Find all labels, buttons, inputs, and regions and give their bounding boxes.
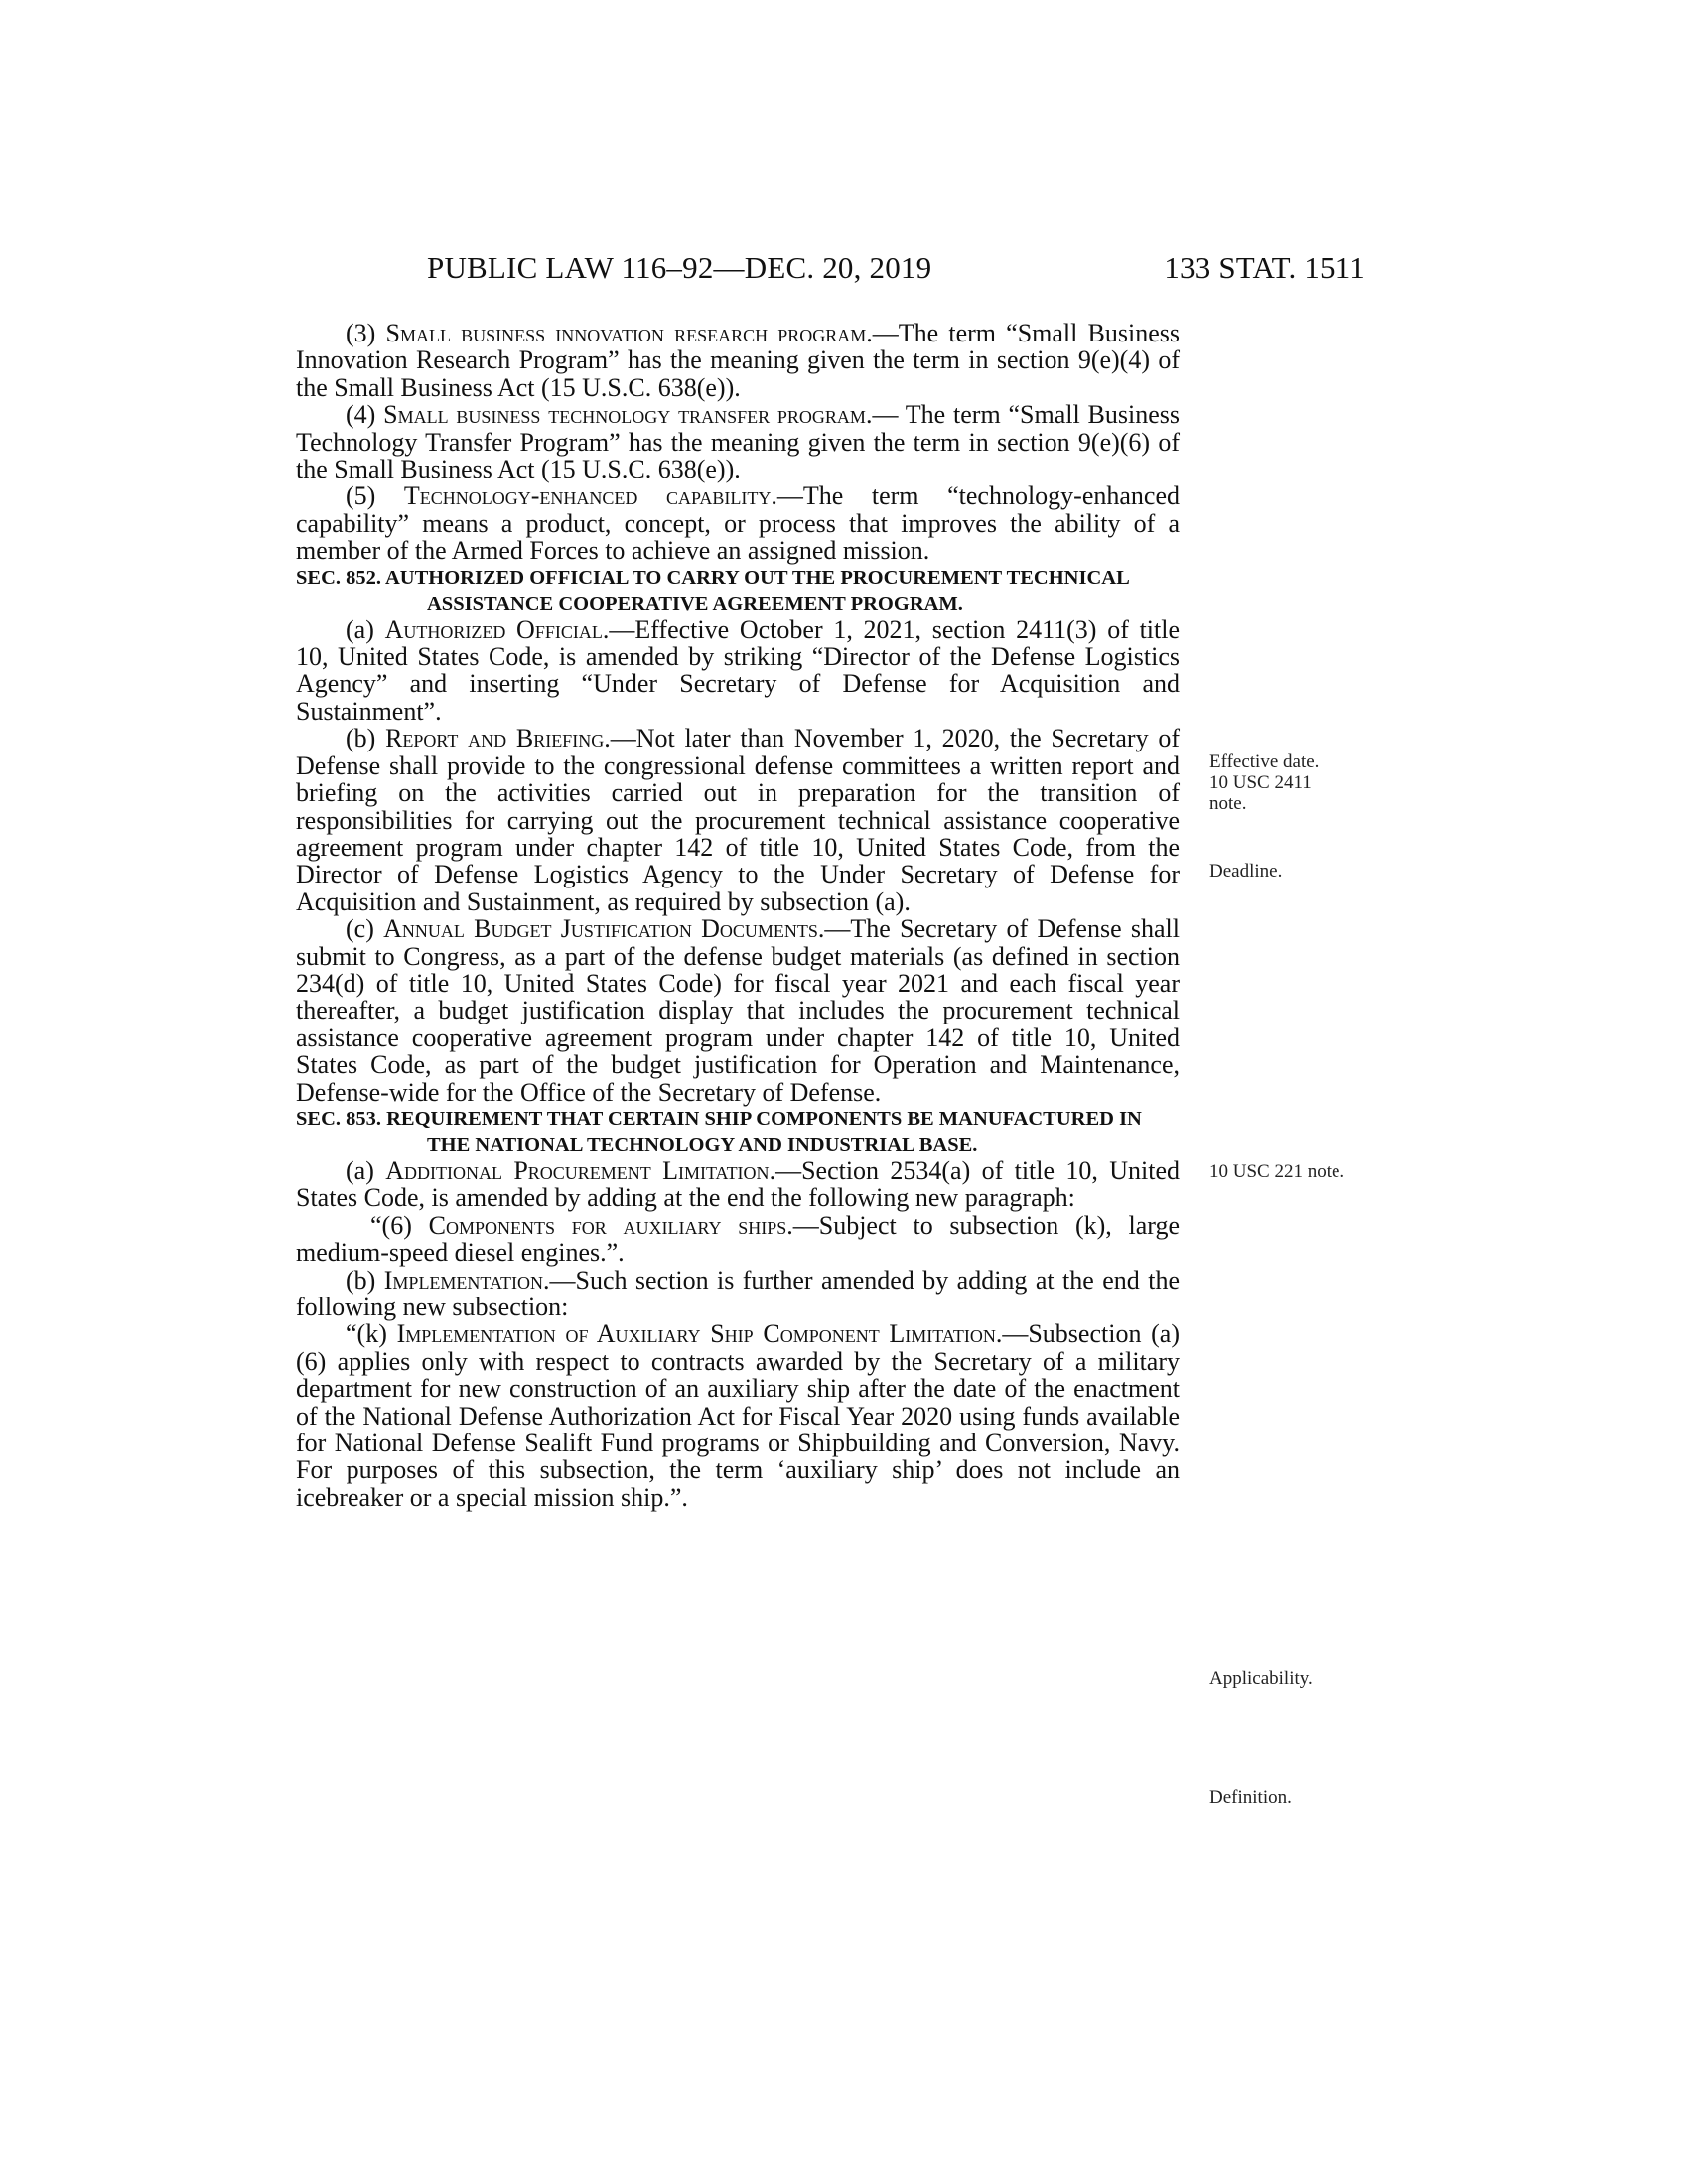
- paragraph-5-heading: Technology-enhanced capability: [403, 481, 772, 511]
- margin-note-effective-date: Effective date. 10 USC 2411 note.: [1209, 751, 1320, 814]
- body-text: [296, 320, 1180, 1511]
- margin-note-10-usc-221: 10 USC 221 note.: [1209, 1161, 1345, 1182]
- margin-note-definition: Definition.: [1209, 1787, 1292, 1808]
- margin-note-applicability: Applicability.: [1209, 1668, 1313, 1689]
- margin-note-deadline: Deadline.: [1209, 861, 1283, 882]
- quoted-paragraph-6: “(6) Components for auxiliary ships.—Subject to subsection (k), large medium-speed diesel engines.”.: [296, 1210, 1180, 1268]
- section-852-heading: SEC. 852. AUTHORIZED OFFICIAL TO CARRY OUT THE PROCUREMENT TECHNICAL ASSISTANCE COOPERATIVE AGREEMENT PROGRAM.: [296, 566, 1129, 614]
- paragraph-4: (4) Small business technology transfer program.— The term “Small Business Technology Transfer Program” has the meaning given the term in section 9(e)(6) of the Small Business Act (15 U.S.C. 638(e)).: [296, 400, 1180, 484]
- paragraph-5: (5) Technology-enhanced capability.—The term “technology-enhanced capability” means a product, concept, or process that improves the ability of a member of the Armed Forces to achieve an assigned mission.: [296, 481, 1180, 566]
- section-852-subsection-c: (c) Annual Budget Justification Documents.—The Secretary of Defense shall submit to Congress, as a part of the defense budget materials (as defined in section 234(d) of title 10, United States Code) for fiscal year 2021 and each fiscal year thereafter, a budget justification display that includes the procurement technical assistance cooperative agreement program under chapter 142 of title 10, United States Code, as part of the budget justification for Operation and Maintenance, Defense-wide for the Office of the Secretary of Defense.: [296, 914, 1180, 1107]
- subsection-b-heading: Report and Briefing: [385, 724, 605, 753]
- quoted-paragraph-6-heading: Components for auxiliary ships: [428, 1210, 787, 1240]
- section-853-subsection-b: (b) Implementation.—Such section is further amended by adding at the end the following new subsection:: [296, 1265, 1180, 1321]
- subsection-b-heading: Implementation: [383, 1265, 543, 1295]
- subsection-a-heading: Additional Procurement Limitation: [385, 1156, 770, 1185]
- paragraph-3: (3) Small business innovation research program.—The term “Small Business Innovation Research Program” has the meaning given the term in section 9(e)(4) of the Small Business Act (15 U.S.C. 638(e)).: [296, 319, 1180, 402]
- section-853-subsection-a: (a) Additional Procurement Limitation.—Section 2534(a) of title 10, United States Code, is amended by adding at the end the following new paragraph:: [296, 1156, 1181, 1213]
- public-law-citation: PUBLIC LAW 116–92—DEC. 20, 2019: [427, 250, 932, 285]
- subsection-c-heading: Annual Budget Justification Documents: [383, 914, 818, 944]
- quoted-subsection-k-heading: Implementation of Auxiliary Ship Component Limitation: [396, 1319, 996, 1349]
- quoted-subsection-k: “(k) Implementation of Auxiliary Ship Component Limitation.—Subsection (a)(6) applies only with respect to contracts awarded by the Secretary of a military department for new construction of an auxiliary ship after the date of the enactment of the National Defense Authorization Act for Fiscal Year 2020 using funds available for National Defense Sealift Fund programs or Shipbuilding and Conversion, Navy. For purposes of this subsection, the term ‘auxiliary ship’ does not include an icebreaker or a special mission ship.”.: [296, 1319, 1181, 1512]
- paragraph-4-heading: Small business technology transfer program: [383, 400, 866, 430]
- statute-page-number: 133 STAT. 1511: [1164, 250, 1365, 285]
- section-852-subsection-b: (b) Report and Briefing.—Not later than November 1, 2020, the Secretary of Defense shall provide to the congressional defense committees a written report and briefing on the activities carried out in preparation for the transition of responsibilities for carrying out the procurement technical assistance cooperative agreement program under chapter 142 of title 10, United States Code, from the Director of Defense Logistics Agency to the Under Secretary of Defense for Acquisition and Sustainment, as required by subsection (a).: [296, 724, 1180, 916]
- paragraph-3-heading: Small business innovation research program: [385, 319, 867, 347]
- running-header: [298, 250, 1365, 294]
- subsection-a-heading: Authorized Official: [384, 614, 603, 644]
- section-853-heading: SEC. 853. REQUIREMENT THAT CERTAIN SHIP COMPONENTS BE MANUFACTURED IN THE NATIONAL TECHNOLOGY AND INDUSTRIAL BASE.: [296, 1107, 1142, 1156]
- section-852-subsection-a: (a) Authorized Official.—Effective October 1, 2021, section 2411(3) of title 10, United States Code, is amended by striking “Director of the Defense Logistics Agency” and inserting “Under Secretary of Defense for Acquisition and Sustainment”.: [296, 614, 1180, 726]
